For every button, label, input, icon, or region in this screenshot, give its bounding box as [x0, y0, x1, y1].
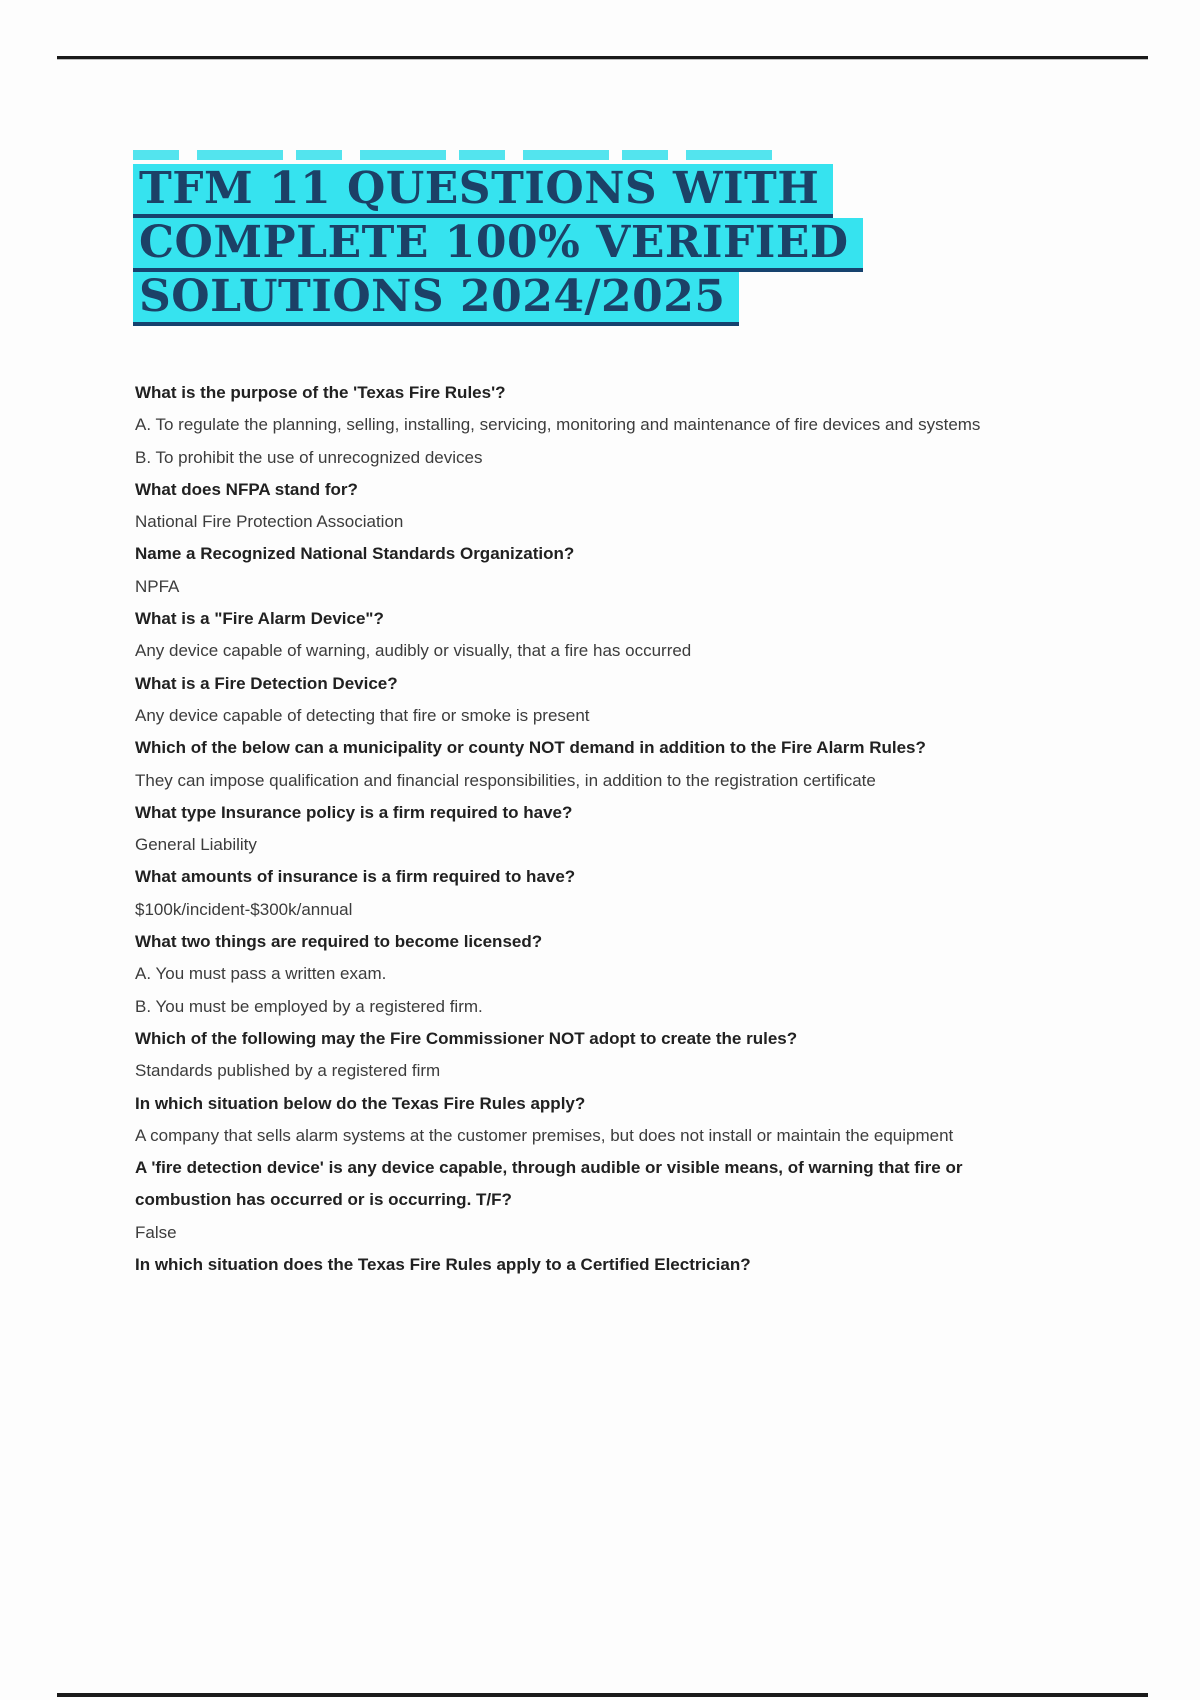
question-text: What two things are required to become licensed? [135, 932, 543, 952]
answer-text: Any device capable of warning, audibly or visually, that a fire has occurred [135, 641, 692, 661]
answer-text: B. You must be employed by a registered firm. [135, 996, 483, 1016]
highlight-artifact-strip [133, 150, 781, 160]
answer-text: They can impose qualification and financial responsibilities, in addition to the registration certificate [135, 770, 876, 790]
question-text: Which of the below can a municipality or county NOT demand in addition to the Fire Alarm Rules? [135, 738, 926, 758]
answer-text: False [135, 1222, 177, 1242]
answer-text: A company that sells alarm systems at the customer premises, but does not install or maintain the equipment [135, 1125, 954, 1145]
answer-text: B. To prohibit the use of unrecognized devices [135, 447, 483, 467]
question-text: What does NFPA stand for? [135, 479, 358, 499]
answer-text: Standards published by a registered firm [135, 1061, 441, 1081]
top-horizontal-rule [57, 56, 1148, 59]
answer-text: National Fire Protection Association [135, 512, 404, 532]
title-line-1: TFM 11 QUESTIONS WITH [133, 164, 833, 218]
title-block [133, 150, 863, 326]
answer-text: Any device capable of detecting that fire or smoke is present [135, 705, 590, 725]
question-text: In which situation below do the Texas Fire Rules apply? [135, 1093, 586, 1113]
answer-text: General Liability [135, 835, 257, 855]
question-text: What type Insurance policy is a firm required to have? [135, 802, 573, 822]
question-text: In which situation does the Texas Fire Rules apply to a Certified Electrician? [135, 1255, 751, 1275]
answer-text: A. You must pass a written exam. [135, 964, 387, 984]
title-line-2: COMPLETE 100% VERIFIED [133, 218, 863, 272]
question-text: Name a Recognized National Standards Organization? [135, 544, 575, 564]
question-text: What is a "Fire Alarm Device"? [135, 609, 384, 629]
bottom-horizontal-rule [57, 1693, 1148, 1697]
qa-list [135, 377, 1007, 1281]
question-text: A 'fire detection device' is any device capable, through audible or visible means, of warning that fire or combustion has occurred or is occurring. T/F? [135, 1158, 963, 1210]
title-line-3: SOLUTIONS 2024/2025 [133, 272, 739, 326]
question-text: Which of the following may the Fire Commissioner NOT adopt to create the rules? [135, 1028, 798, 1048]
answer-text: A. To regulate the planning, selling, installing, servicing, monitoring and maintenance of fire devices and systems [135, 415, 981, 435]
answer-text: NPFA [135, 576, 180, 596]
question-text: What amounts of insurance is a firm required to have? [135, 867, 576, 887]
question-text: What is the purpose of the 'Texas Fire Rules'? [135, 383, 506, 402]
page-title [133, 164, 863, 326]
answer-text: $100k/incident-$300k/annual [135, 899, 353, 919]
question-text: What is a Fire Detection Device? [135, 673, 398, 693]
